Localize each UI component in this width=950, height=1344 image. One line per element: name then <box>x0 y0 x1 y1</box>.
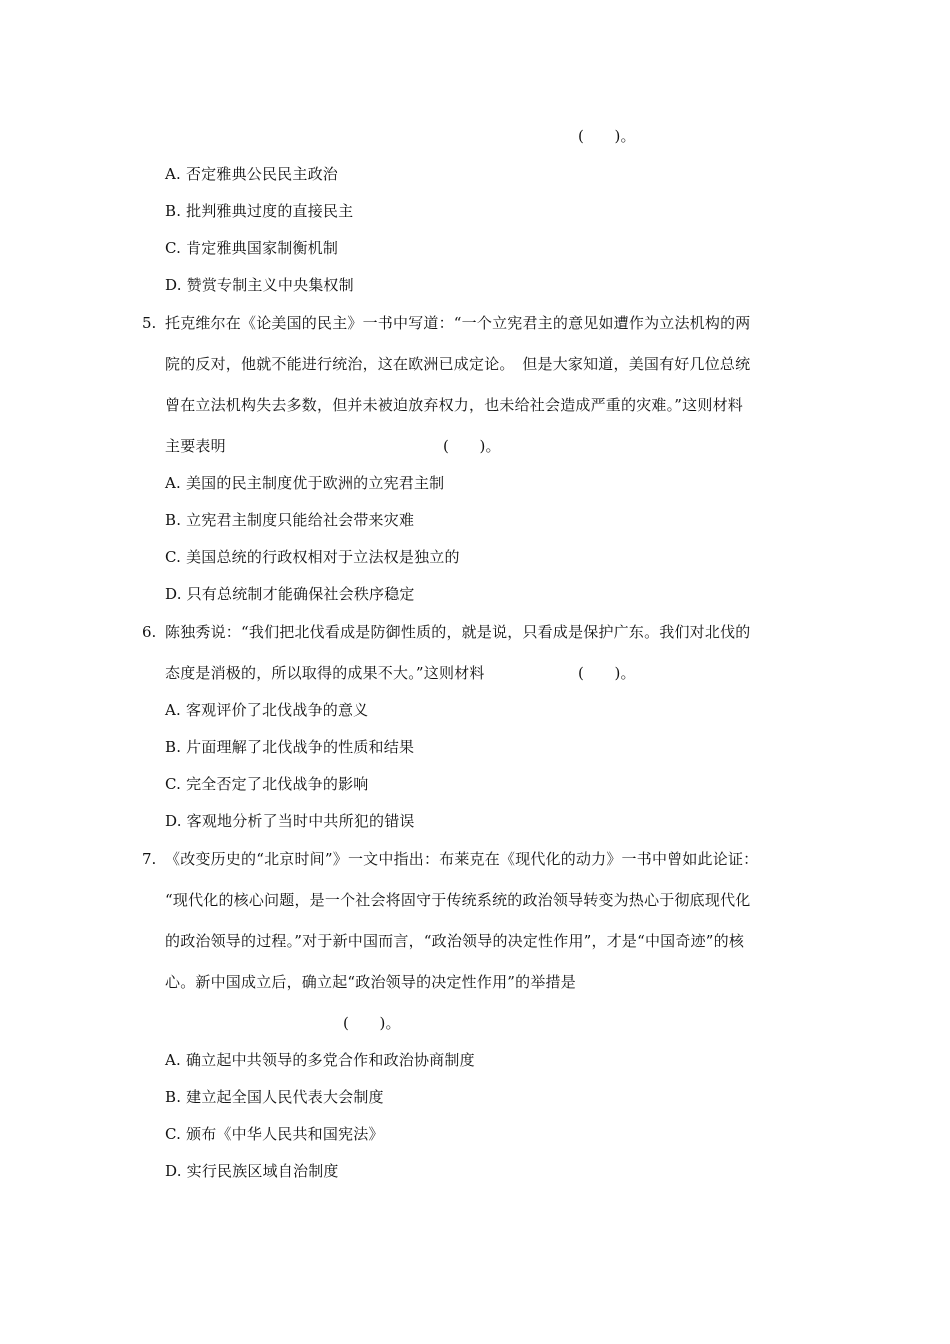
question-stem-line: 心。新中国成立后，确立起“政治领导的决定性作用”的举措是 <box>165 973 576 991</box>
option-b: B. 片面理解了北伐战争的性质和结果 <box>165 738 415 756</box>
question-number: 5. <box>142 314 157 332</box>
answer-bracket: ( )。 <box>443 437 501 455</box>
option-a: A. 美国的民主制度优于欧洲的立宪君主制 <box>165 474 445 492</box>
question-stem-line: 院的反对，他就不能进行统治，这在欧洲已成定论。 但是大家知道，美国有好几位总统 <box>165 355 751 373</box>
option-d: D. 只有总统制才能确保社会秩序稳定 <box>165 585 415 603</box>
question-stem-line: 《改变历史的“北京时间”》一文中指出：布莱克在《现代化的动力》一书中曾如此论证： <box>165 850 759 868</box>
option-d: D. 客观地分析了当时中共所犯的错误 <box>165 812 415 830</box>
option-d: D. 赞赏专制主义中央集权制 <box>165 276 354 294</box>
option-b: B. 建立起全国人民代表大会制度 <box>165 1088 384 1106</box>
question-stem-line: 曾在立法机构失去多数，但并未被迫放弃权力，也未给社会造成严重的灾难。”这则材料 <box>165 396 743 414</box>
question-stem-line: 态度是消极的，所以取得的成果不大。”这则材料 <box>165 664 485 682</box>
question-number: 6. <box>142 623 157 641</box>
option-c: C. 肯定雅典国家制衡机制 <box>165 239 339 257</box>
option-b: B. 立宪君主制度只能给社会带来灾难 <box>165 511 415 529</box>
question-stem-line: 托克维尔在《论美国的民主》一书中写道：“一个立宪君主的意见如遭作为立法机构的两 <box>165 314 751 332</box>
question-number: 7. <box>142 850 157 868</box>
option-a: A. 否定雅典公民民主政治 <box>165 165 338 183</box>
option-a: A. 客观评价了北伐战争的意义 <box>165 701 369 719</box>
question-stem-line: “现代化的核心问题，是一个社会将固守于传统系统的政治领导转变为热心于彻底现代化 <box>165 891 751 909</box>
question-stem-line: 主要表明 <box>165 437 226 455</box>
option-a: A. 确立起中共领导的多党合作和政治协商制度 <box>165 1051 475 1069</box>
question-stem-line: 陈独秀说：“我们把北伐看成是防御性质的，就是说，只看成是保护广东。我们对北伐的 <box>165 623 751 641</box>
option-b: B. 批判雅典过度的直接民主 <box>165 202 354 220</box>
answer-bracket: ( )。 <box>578 127 636 145</box>
answer-bracket: ( )。 <box>578 664 636 682</box>
option-c: C. 美国总统的行政权相对于立法权是独立的 <box>165 548 460 566</box>
answer-bracket: ( )。 <box>343 1014 401 1032</box>
option-d: D. 实行民族区域自治制度 <box>165 1162 339 1180</box>
option-c: C. 颁布《中华人民共和国宪法》 <box>165 1125 384 1143</box>
option-c: C. 完全否定了北伐战争的影响 <box>165 775 369 793</box>
question-stem-line: 的政治领导的过程。”对于新中国而言，“政治领导的决定性作用”，才是“中国奇迹”的核 <box>165 932 745 950</box>
